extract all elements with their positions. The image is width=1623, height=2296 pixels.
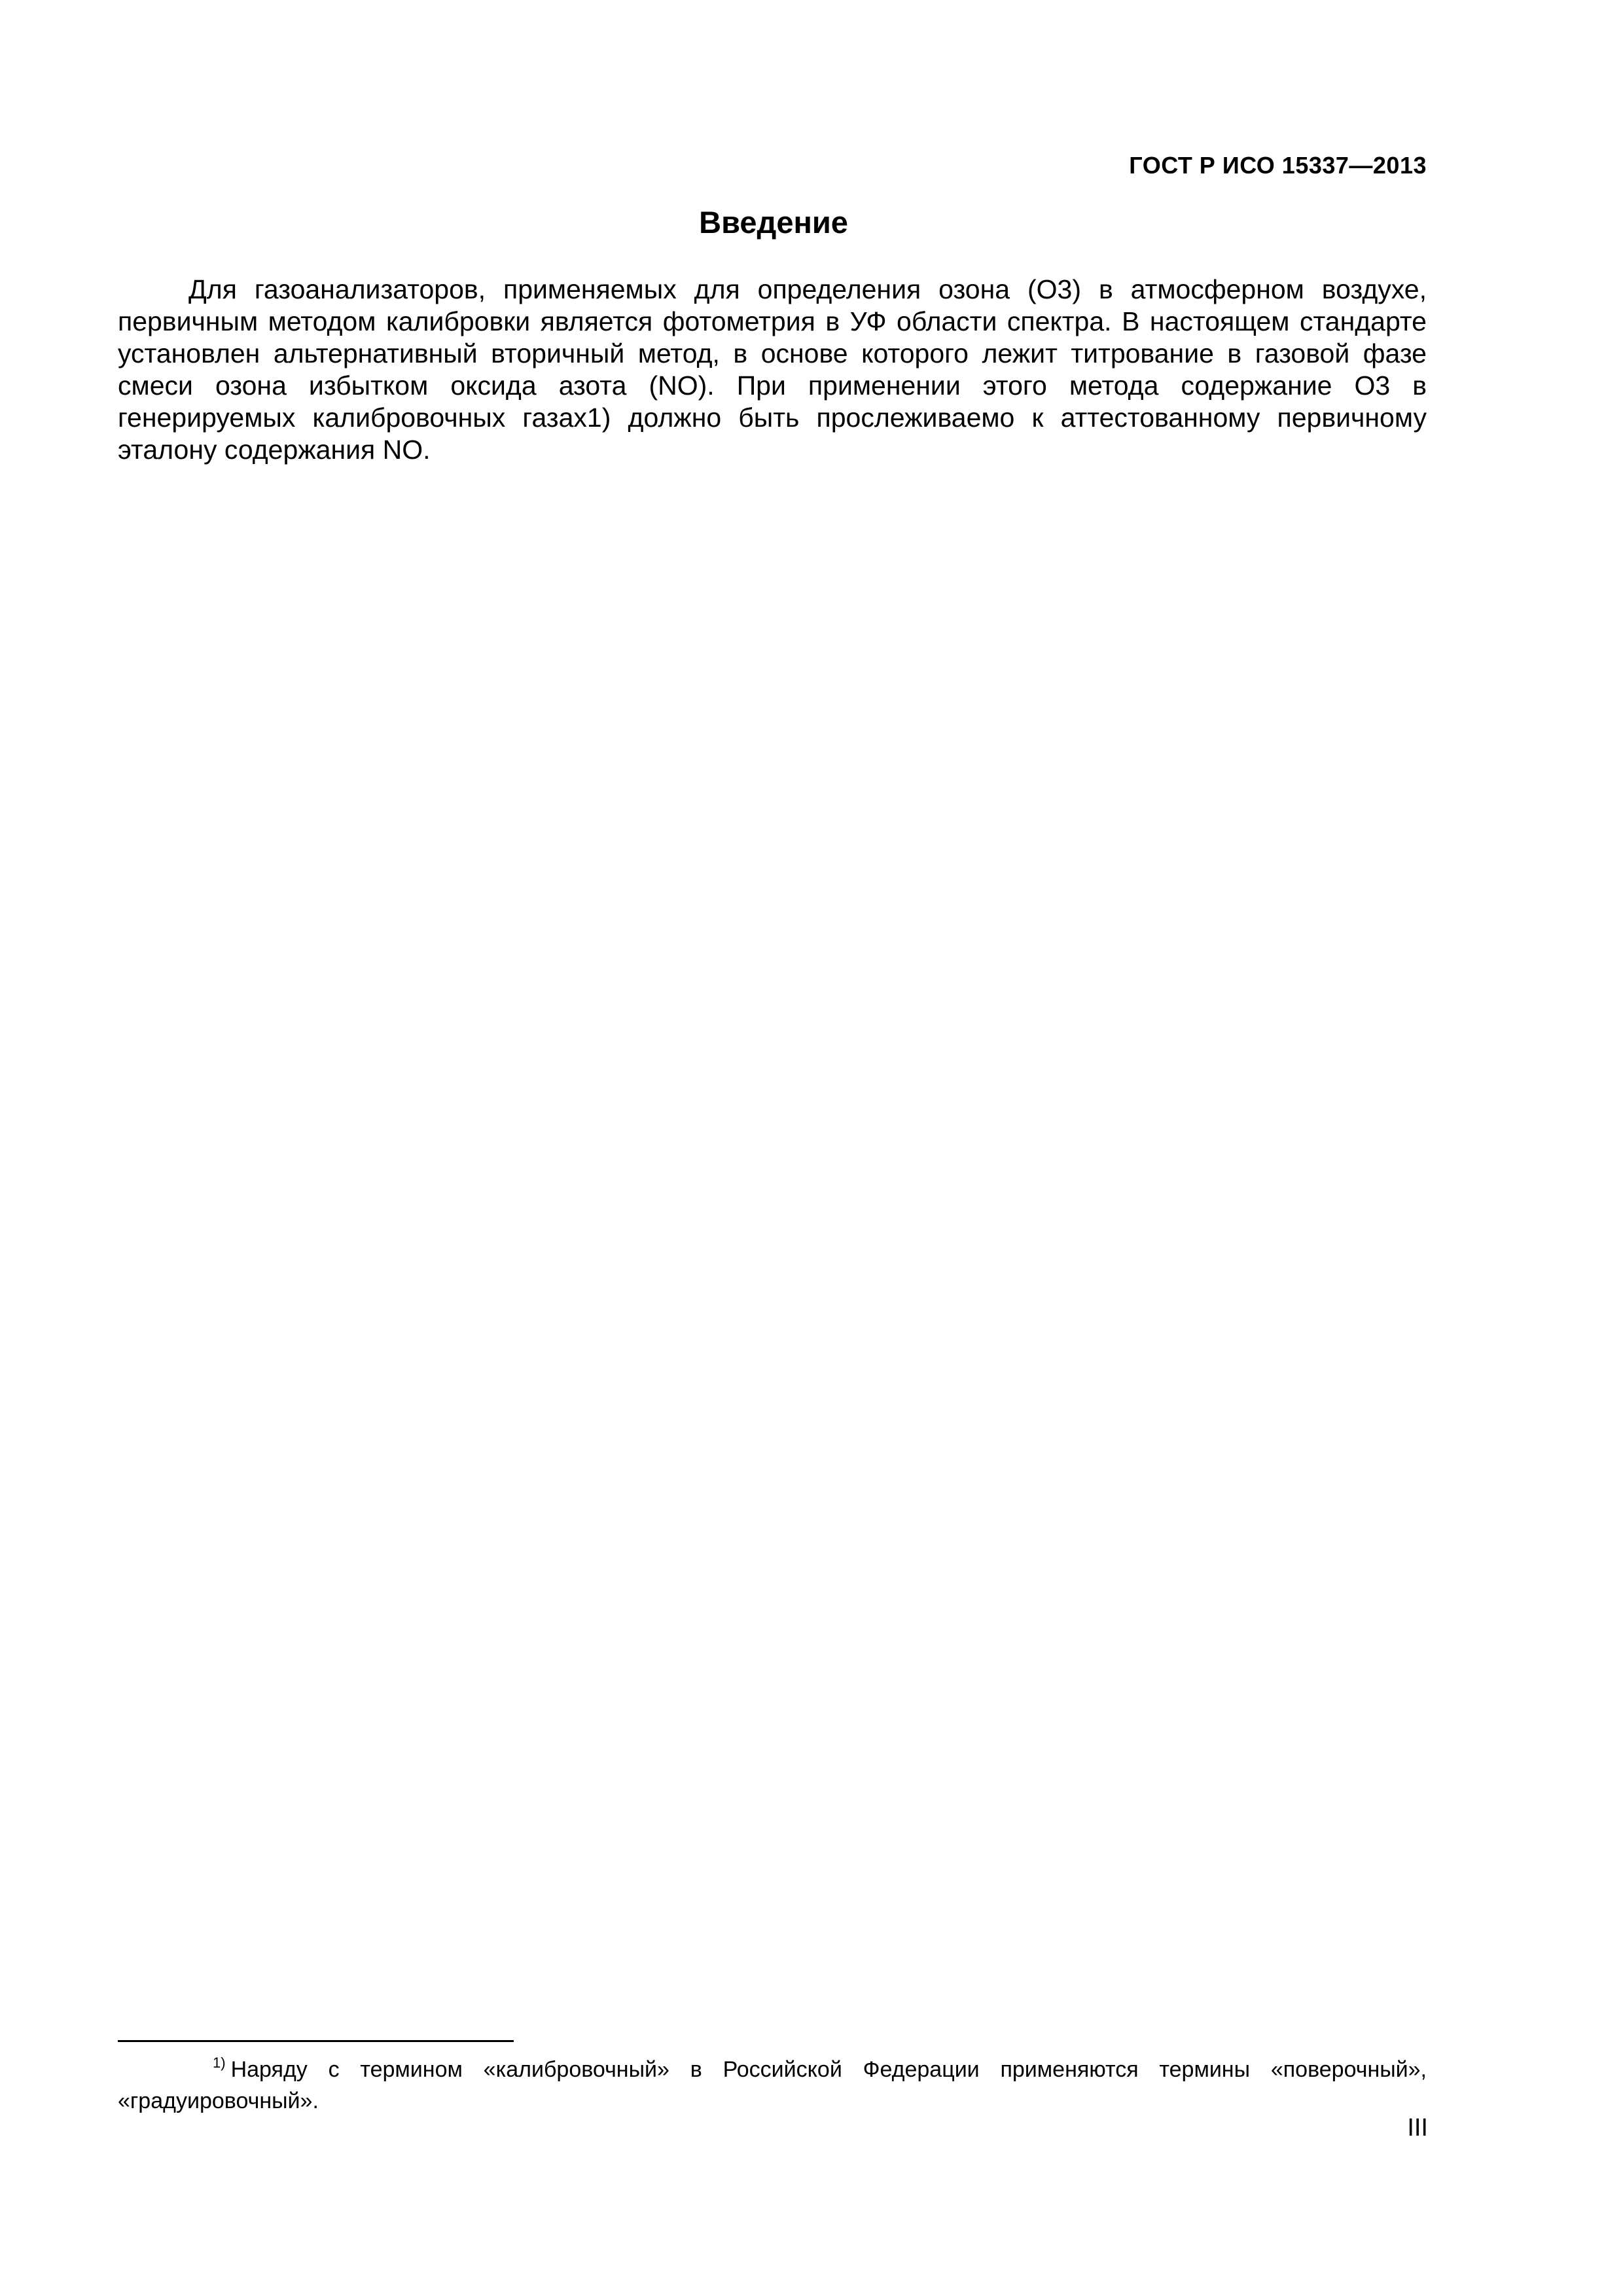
- section-title: Введение: [699, 205, 848, 240]
- standard-designation: ГОСТ Р ИСО 15337—2013: [1129, 152, 1427, 179]
- footnote-marker: 1): [213, 2054, 226, 2071]
- footnote: [118, 2055, 1427, 2115]
- intro-paragraph: Для газоанализаторов, применяемых для определения озона (О3) в атмосферном воздухе, первичным методом калибровки является фотометрия в УФ области спектра. В настоящем стандарте установлен альтернативный вторичный метод, в основе которого лежит титрование в газовой фазе смеси озона избытком оксида азота (NO). При применении этого метода содержание О3 в генерируемых калибровочных газах1) должно быть прослеживаемо к аттестованному первичному эталону содержания NO.: [118, 274, 1427, 465]
- footnote-text: Наряду с термином «калибровочный» в Российской Федерации применяются термины «поверочный», «градуировочный».: [118, 2057, 1427, 2113]
- page-number: III: [1407, 2114, 1428, 2142]
- footnote-separator: [118, 2040, 514, 2042]
